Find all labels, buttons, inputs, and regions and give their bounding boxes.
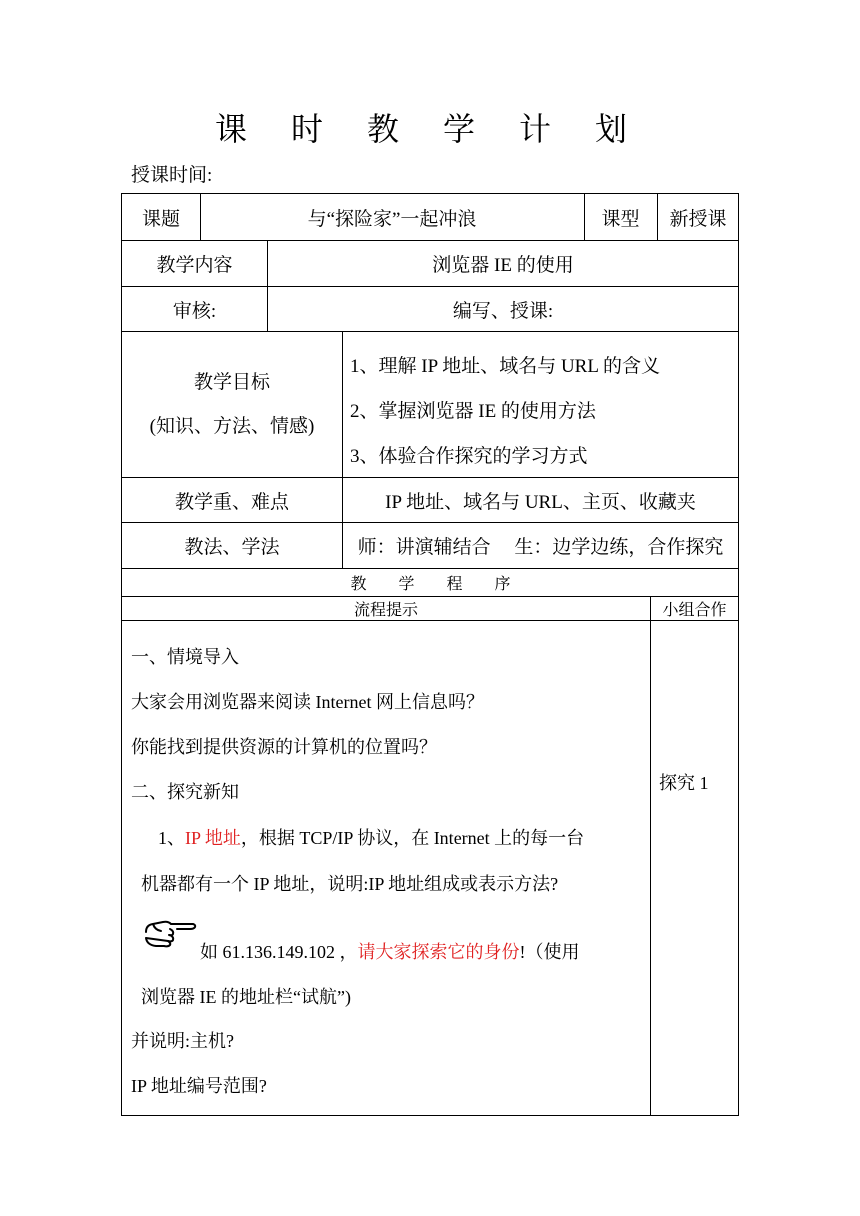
ip-term: IP 地址 xyxy=(185,828,241,848)
example-suffix: !（使用 xyxy=(519,942,580,962)
ip-paragraph-line2: 机器都有一个 IP 地址，说明:IP 地址组成或表示方法? xyxy=(141,874,559,894)
ip-paragraph-line1 xyxy=(158,824,584,850)
row-goals xyxy=(121,331,739,478)
goal-item: 3、体验合作探究的学习方式 xyxy=(350,446,588,467)
question: 大家会用浏览器来阅读 Internet 网上信息吗？ xyxy=(131,692,484,712)
question: 并说明:主机? xyxy=(131,1031,234,1051)
question: 你能找到提供资源的计算机的位置吗？ xyxy=(131,737,437,757)
row-review xyxy=(121,286,739,332)
group-note: 探究 1 xyxy=(659,773,709,793)
review-value: 编写、授课: xyxy=(452,300,554,322)
row-content xyxy=(121,240,739,287)
topic-label: 课题 xyxy=(141,208,180,230)
section-heading: 一、情境导入 xyxy=(131,647,239,667)
question: IP 地址编号范围? xyxy=(131,1076,267,1096)
goals-label-line1: 教学目标 xyxy=(193,371,270,393)
row-method xyxy=(121,522,739,569)
section-heading: 二、探究新知 xyxy=(131,782,239,802)
group-header: 小组合作 xyxy=(662,602,727,619)
content-value: 浏览器 IE 的使用 xyxy=(432,255,574,276)
example-prefix: 如 61.136.149.102 ， xyxy=(200,942,358,962)
goals-list xyxy=(350,344,660,479)
example-highlight: 请大家探索它的身份 xyxy=(357,942,520,962)
key-label: 教学重、难点 xyxy=(174,491,289,513)
pointing-hand-icon xyxy=(143,918,197,948)
example-line1 xyxy=(200,938,580,964)
teach-time-label: 授课时间: xyxy=(131,165,213,186)
key-value: IP 地址、域名与 URL、主页、收藏夹 xyxy=(385,491,696,513)
program-header: 教 学 程 序 xyxy=(350,576,511,593)
ip-num: 1、 xyxy=(158,828,185,848)
type-label: 课型 xyxy=(601,208,640,230)
content-label: 教学内容 xyxy=(156,255,233,276)
review-label: 审核: xyxy=(172,300,217,322)
topic-value: 与“探险家”一起冲浪 xyxy=(307,208,477,230)
goals-label xyxy=(122,332,342,477)
page-title: 课 时 教 学 计 划 xyxy=(214,111,645,147)
goal-item: 2、掌握浏览器 IE 的使用方法 xyxy=(350,401,596,422)
ip-rest: ，根据 TCP/IP 协议，在 Internet 上的每一台 xyxy=(240,828,585,848)
example-line2: 浏览器 IE 的地址栏“试航”) xyxy=(141,987,351,1007)
flow-header: 流程提示 xyxy=(353,602,418,619)
row-topic xyxy=(121,193,739,241)
method-value: 师：讲演辅结合 生：边学边练，合作探究 xyxy=(357,537,724,558)
goal-item: 1、理解 IP 地址、域名与 URL 的含义 xyxy=(350,356,660,377)
type-value: 新授课 xyxy=(669,208,727,230)
goals-label-line2: (知识、方法、情感) xyxy=(149,415,315,437)
row-key-points xyxy=(121,477,739,523)
row-col-headers xyxy=(121,596,739,621)
method-label: 教法、学法 xyxy=(184,537,280,558)
row-program-header xyxy=(121,568,739,597)
